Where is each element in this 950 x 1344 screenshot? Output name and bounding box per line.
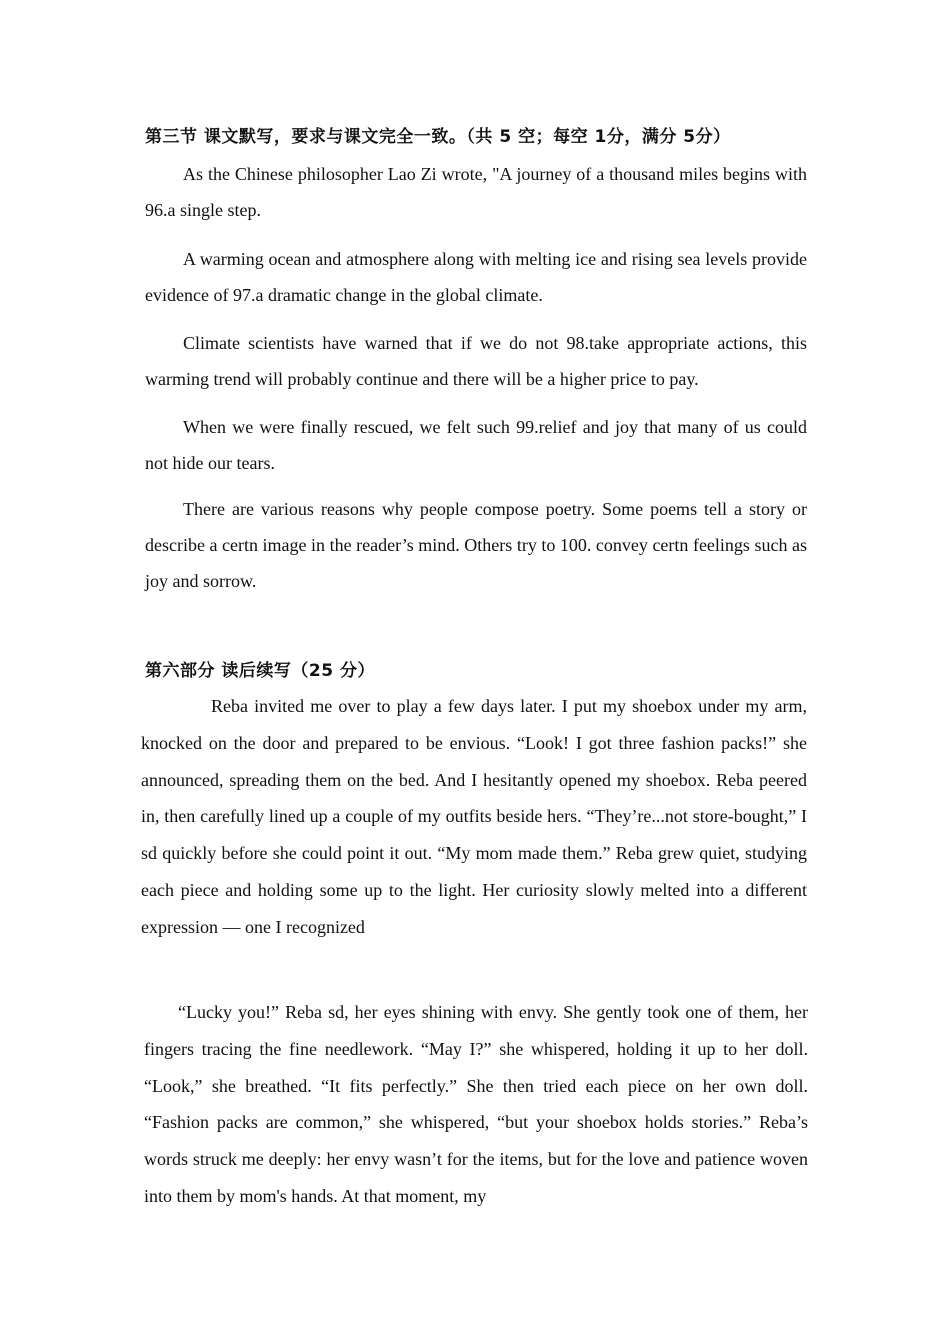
dictation-paragraph-2: A warming ocean and atmosphere along with melting ice and rising sea levels provide evidence of 97.a dramatic change in the global climate. bbox=[145, 249, 807, 305]
dictation-paragraph-1: As the Chinese philosopher Lao Zi wrote, "A journey of a thousand miles begins with 96.a single step. bbox=[145, 164, 807, 220]
story-paragraph-1: Reba invited me over to play a few days later. I put my shoebox under my arm, knocked on the door and prepared to be envious. “Look! I got three fashion packs!” she announced, spreading them on the bed. And I hesitantly opened my shoebox. Reba peered in, then carefully lined up a couple of my outfits beside hers. “They’re...not store-bought,” I sd quickly before she could point it out. “My mom made them.” Reba grew quiet, studying each piece and holding some up to the light. Her curiosity slowly melted into a different expression — one I recognized bbox=[141, 696, 807, 937]
section-3-heading: 第三节 课文默写，要求与课文完全一致。（共 5 空；每空 1分，满分 5分） bbox=[145, 127, 731, 147]
dictation-paragraph-4: When we were finally rescued, we felt such 99.relief and joy that many of us could not hide our tears. bbox=[145, 417, 807, 473]
story-paragraph-2: “Lucky you!” Reba sd, her eyes shining with envy. She gently took one of them, her fingers tracing the fine needlework. “May I?” she whispered, holding it up to her doll. “Look,” she breathed. “It fits perfectly.” She then tried each piece on her own doll. “Fashion packs are common,” she whispered, “but your shoebox holds stories.” Reba’s words struck me deeply: her envy wasn’t for the items, but for the love and patience woven into them by mom's hands. At that moment, my bbox=[144, 1002, 808, 1206]
dictation-paragraph-5: There are various reasons why people compose poetry. Some poems tell a story or describe a certn image in the reader’s mind. Others try to 100. convey certn feelings such as joy and sorrow. bbox=[145, 499, 807, 591]
section-6-heading: 第六部分 读后续写（25 分） bbox=[145, 661, 375, 681]
dictation-paragraph-3: Climate scientists have warned that if we do not 98.take appropriate actions, this warming trend will probably continue and there will be a higher price to pay. bbox=[145, 333, 807, 389]
